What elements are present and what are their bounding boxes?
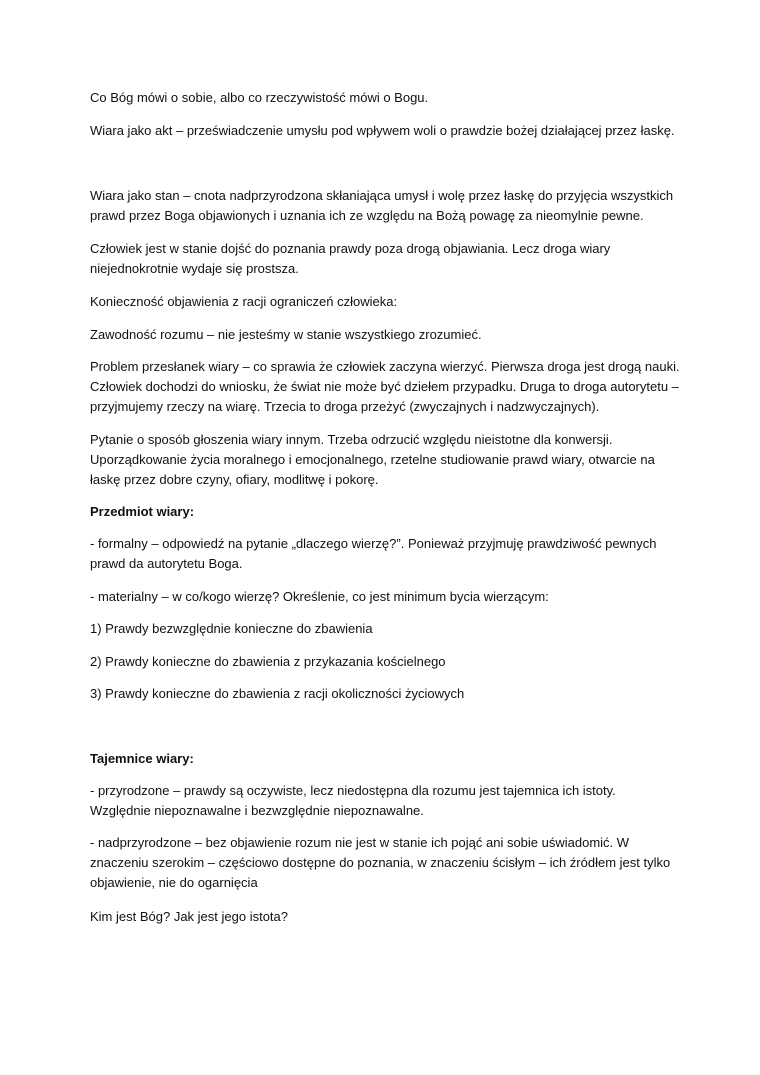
- paragraph-faith-as-act: Wiara jako akt – przeświadczenie umysłu pod wpływem woli o prawdzie bożej działającej przez łaskę.: [90, 123, 675, 138]
- paragraph-preaching-faith: Pytanie o sposób głoszenia wiary innym. Trzeba odrzucić względu nieistotne dla konwersji. Uporządkowanie życia moralnego i emocjonalnego, rzetelne studiowanie prawd wiary, otwarcie na łaskę przez dobre czyny, ofiary, modlitwę i pokorę.: [90, 432, 655, 487]
- paragraph-closing-question: Kim jest Bóg? Jak jest jego istota?: [90, 909, 288, 924]
- heading-object-of-faith: Przedmiot wiary:: [90, 504, 195, 519]
- paragraph-faith-as-state: Wiara jako stan – cnota nadprzyrodzona skłaniająca umysł i wolę przez łaskę do przyjęcia wszystkich prawd przez Boga objawionych i uznania ich ze względu na Bożą powagę za nieomylnie pewne.: [90, 188, 674, 223]
- list-item-2: 2) Prawdy konieczne do zbawienia z przykazania kościelnego: [90, 654, 446, 669]
- list-item-1: 1) Prawdy bezwzględnie konieczne do zbawienia: [90, 621, 373, 636]
- paragraph-material-object: - materialny – w co/kogo wierzę? Określenie, co jest minimum bycia wierzącym:: [90, 589, 549, 604]
- list-item-3: 3) Prawdy konieczne do zbawienia z racji okoliczności życiowych: [90, 686, 465, 701]
- paragraph-natural-mysteries: - przyrodzone – prawdy są oczywiste, lecz niedostępna dla rozumu jest tajemnica ich istoty. Względnie niepoznawalne i bezwzględnie niepoznawalne.: [90, 783, 616, 818]
- paragraph-intro: Co Bóg mówi o sobie, albo co rzeczywistość mówi o Bogu.: [90, 90, 429, 105]
- paragraph-fallibility-of-reason: Zawodność rozumu – nie jesteśmy w stanie wszystkiego zrozumieć.: [90, 327, 482, 342]
- paragraph-necessity-of-revelation: Konieczność objawienia z racji ograniczeń człowieka:: [90, 294, 398, 309]
- paragraph-premises-of-faith: Problem przesłanek wiary – co sprawia że człowiek zaczyna wierzyć. Pierwsza droga jest drogą nauki. Człowiek dochodzi do wniosku, że świat nie może być dziełem przypadku. Druga to droga autorytetu – przyjmujemy rzeczy na wiarę. Trzecia to droga przeżyć (zwyczajnych i nadzwyczajnych).: [90, 359, 680, 414]
- heading-mysteries-of-faith: Tajemnice wiary:: [90, 751, 194, 766]
- paragraph-formal-object: - formalny – odpowiedź na pytanie „dlaczego wierzę?”. Ponieważ przyjmuję prawdziwość pewnych prawd da autorytetu Boga.: [90, 536, 657, 571]
- paragraph-supernatural-mysteries: - nadprzyrodzone – bez objawienie rozum nie jest w stanie ich pojąć ani sobie uświadomić. W znaczeniu szerokim – częściowo dostępne do poznania, w znaczeniu ścisłym – ich źródłem jest tylko objawienie, nie do ogarnięcia: [90, 835, 671, 890]
- paragraph-knowledge-of-truth: Człowiek jest w stanie dojść do poznania prawdy poza drogą objawiania. Lecz droga wiary niejednokrotnie wydaje się prostsza.: [90, 241, 611, 276]
